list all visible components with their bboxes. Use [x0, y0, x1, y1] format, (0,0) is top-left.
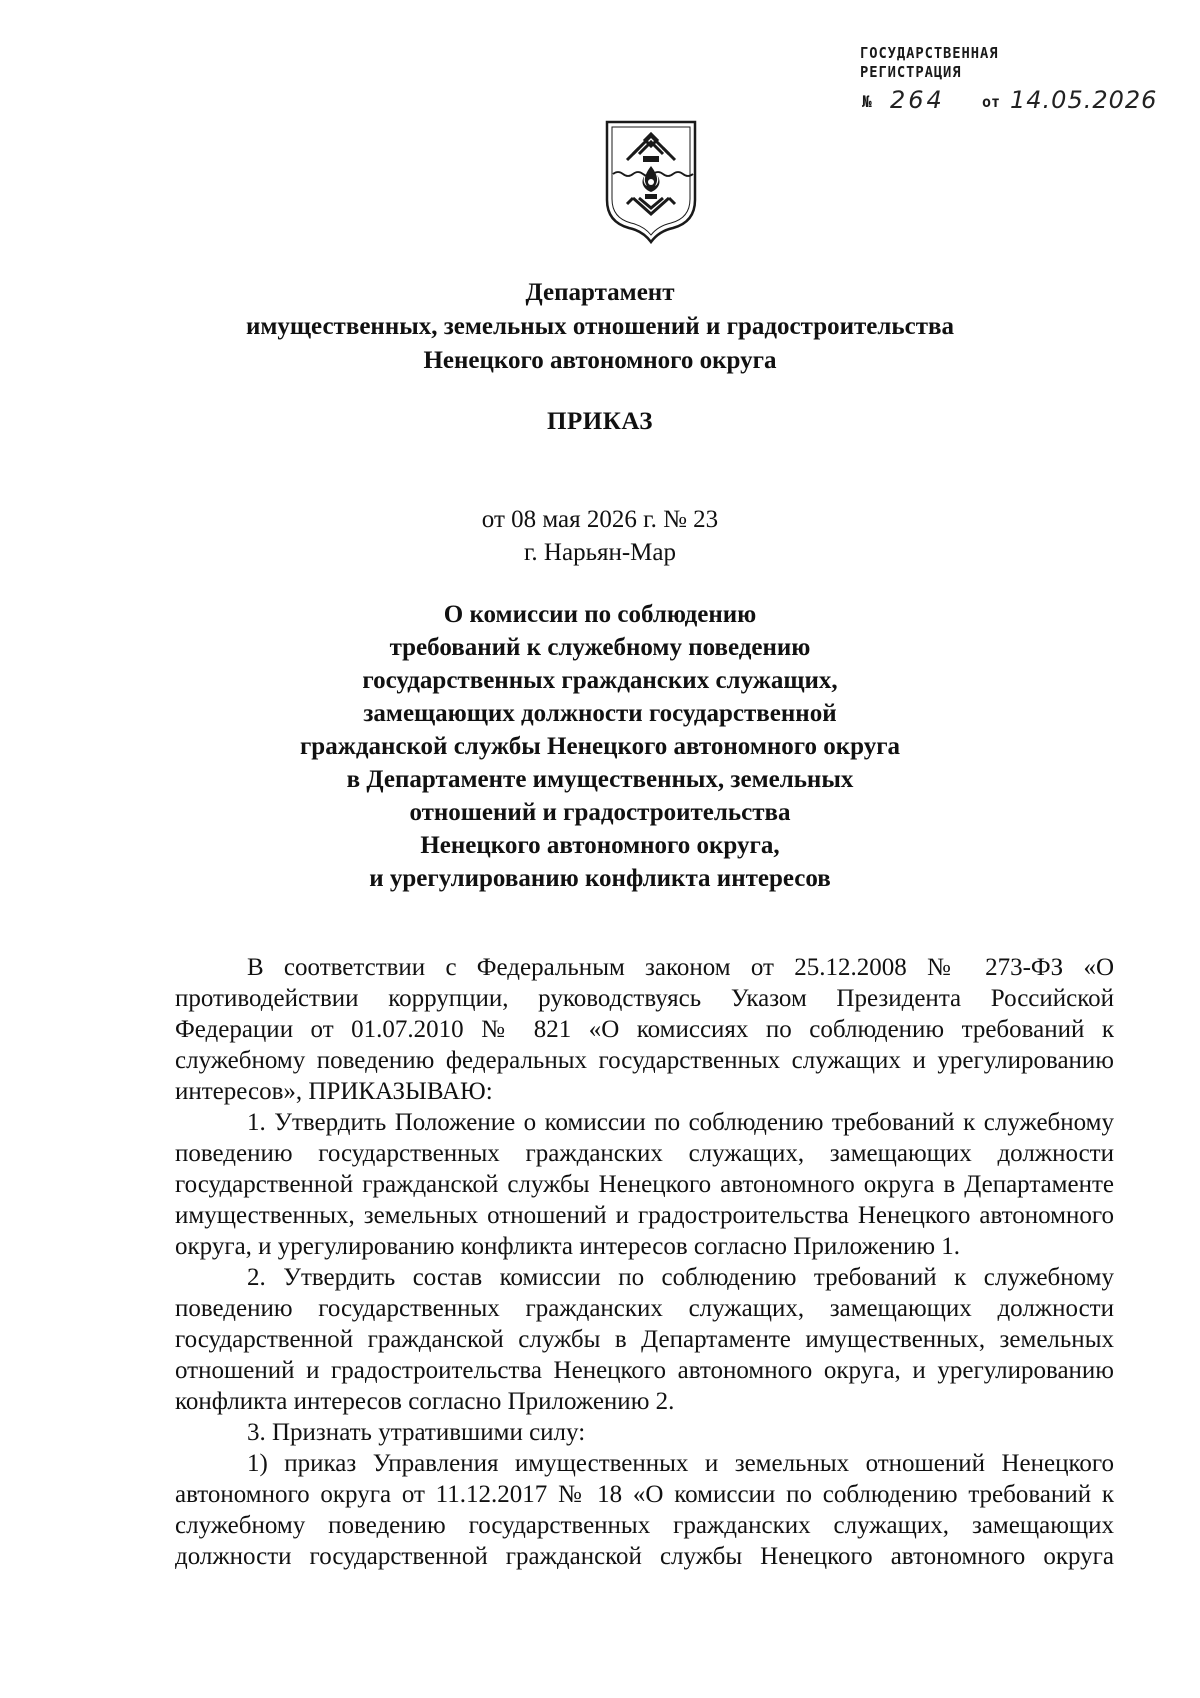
body-paragraph-text: 1. Утвердить Положение о комиссии по соблюдению требований к служебному поведению государственных гражданских служащих, замещающих должности государственной гражданской службы Ненецкого автономного округа в Департаменте имущественных, земельных отношений и градостроительства Ненецкого автономного округа, и урегулированию конфликта интересов согласно Приложению 1. [175, 1109, 1114, 1260]
order-body [175, 952, 1114, 1572]
body-paragraph-text: 3. Признать утратившими силу: [247, 1419, 586, 1446]
stamp-number-line [860, 86, 1160, 116]
body-paragraph [175, 952, 1114, 1107]
stamp-title-line2: РЕГИСТРАЦИЯ [860, 63, 962, 81]
document-type: ПРИКАЗ [547, 408, 653, 435]
department-name-line3: Ненецкого автономного округа [423, 347, 777, 374]
document-date-number: от 08 мая 2026 г. № 23 [481, 506, 719, 533]
stamp-handwritten-number: 264 [890, 86, 945, 114]
body-paragraph-text: 1) приказ Управления имущественных и земельных отношений Ненецкого автономного округа от 11.12.2017 № 18 «О комиссии по соблюдению требований к служебному поведению государственных гражданских служащих, замещающих должности государственной гражданской службы Ненецкого автономного округа [175, 1450, 1114, 1570]
stamp-handwritten-date: 14.05.2026 [1010, 86, 1158, 114]
body-paragraph-text: 2. Утвердить состав комиссии по соблюдению требований к служебному поведению государственных гражданских служащих, замещающих должности государственной гражданской службы в Департаменте имущественных, земельных отношений и градостроительства Ненецкого автономного округа, и урегулированию конфликта интересов согласно Приложению 2. [175, 1264, 1114, 1415]
registration-stamp [860, 44, 1160, 116]
body-paragraph [175, 1417, 1114, 1448]
order-title-line: Ненецкого автономного округа, [420, 832, 780, 859]
order-title-line: гражданской службы Ненецкого автономного округа [299, 733, 901, 760]
order-title-line: в Департаменте имущественных, земельных [346, 766, 854, 793]
order-title-line: требований к служебному поведению [389, 634, 811, 661]
stamp-title-line1: ГОСУДАРСТВЕННАЯ [860, 44, 999, 62]
order-title [100, 598, 1100, 895]
stamp-number-sign: № [862, 92, 872, 111]
department-name-line1: Департамент [525, 279, 675, 306]
department-name-line2: имущественных, земельных отношений и градостроительства [246, 313, 954, 340]
body-paragraph-text: В соответствии с Федеральным законом от 25.12.2008 № 273-ФЗ «О противодействии коррупции, руководствуясь Указом Президента Российской Федерации от 01.07.2010 № 821 «О комиссиях по соблюдению требований к служебному поведению федеральных государственных служащих и урегулированию интересов», ПРИКАЗЫВАЮ: [175, 954, 1114, 1105]
order-title-line: и урегулированию конфликта интересов [369, 865, 831, 892]
order-title-line: государственных гражданских служащих, [362, 667, 838, 694]
document-date-block [100, 503, 1100, 569]
document-city: г. Нарьян-Мар [523, 539, 676, 566]
order-title-line: О комиссии по соблюдению [443, 601, 757, 628]
order-title-line: замещающих должности государственной [363, 700, 837, 727]
body-paragraph [175, 1262, 1114, 1417]
stamp-from-label: от [982, 93, 1001, 111]
department-header [100, 276, 1100, 378]
order-title-line: отношений и градостроительства [409, 799, 791, 826]
body-paragraph [175, 1107, 1114, 1262]
coat-of-arms-icon [603, 118, 699, 244]
body-paragraph [175, 1448, 1114, 1572]
